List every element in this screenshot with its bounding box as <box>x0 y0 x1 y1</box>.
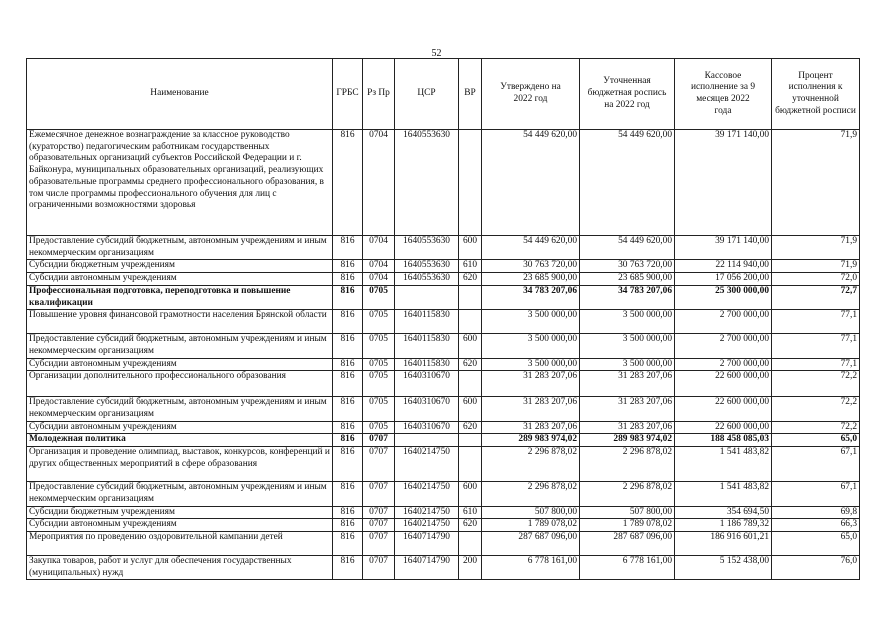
table-row <box>27 334 860 358</box>
row-percent-cell: 65,0 <box>772 434 860 447</box>
row-grbs-cell: 816 <box>333 358 363 371</box>
row-name-cell: Предоставление субсидий бюджетным, автономным учреждениям и иным некоммерческим организациям <box>27 397 333 421</box>
row-csr-cell: 1640115830 <box>395 310 459 334</box>
row-csr-cell: 1640310670 <box>395 371 459 397</box>
row-name-cell: Субсидии бюджетным учреждениям <box>27 260 333 273</box>
row-name-cell: Предоставление субсидий бюджетным, автономным учреждениям и иным некоммерческим организациям <box>27 482 333 506</box>
row-name-cell: Субсидии автономным учреждениям <box>27 519 333 532</box>
row-name-cell: Субсидии бюджетным учреждениям <box>27 506 333 519</box>
row-grbs-cell: 816 <box>333 555 363 579</box>
row-approved-cell: 34 783 207,06 <box>482 285 580 309</box>
row-grbs-cell: 816 <box>333 506 363 519</box>
table-row <box>27 397 860 421</box>
row-revised-cell: 2 296 878,02 <box>580 447 675 482</box>
row-executed-cell: 22 114 940,00 <box>675 260 772 273</box>
row-rzpr-cell: 0705 <box>363 310 395 334</box>
row-grbs-cell: 816 <box>333 434 363 447</box>
row-vr-cell <box>459 531 482 555</box>
row-revised-cell: 54 449 620,00 <box>580 236 675 260</box>
table-row <box>27 371 860 397</box>
table-row <box>27 310 860 334</box>
header-name: Наименование <box>27 59 333 130</box>
row-executed-cell: 186 916 601,21 <box>675 531 772 555</box>
row-executed-cell: 22 600 000,00 <box>675 371 772 397</box>
table-row <box>27 519 860 532</box>
row-executed-cell: 2 700 000,00 <box>675 334 772 358</box>
header-vr: ВР <box>459 59 482 130</box>
row-name-cell: Субсидии автономным учреждениям <box>27 273 333 286</box>
row-csr-cell: 1640553630 <box>395 130 459 236</box>
table-row <box>27 273 860 286</box>
row-executed-cell: 2 700 000,00 <box>675 358 772 371</box>
row-vr-cell <box>459 310 482 334</box>
row-approved-cell: 30 763 720,00 <box>482 260 580 273</box>
row-percent-cell: 66,3 <box>772 519 860 532</box>
row-rzpr-cell: 0705 <box>363 421 395 434</box>
table-row <box>27 482 860 506</box>
row-vr-cell <box>459 285 482 309</box>
row-approved-cell: 54 449 620,00 <box>482 236 580 260</box>
row-executed-cell: 1 186 789,32 <box>675 519 772 532</box>
row-grbs-cell: 816 <box>333 260 363 273</box>
row-vr-cell: 620 <box>459 519 482 532</box>
row-rzpr-cell: 0704 <box>363 260 395 273</box>
row-approved-cell: 2 296 878,02 <box>482 482 580 506</box>
row-rzpr-cell: 0705 <box>363 371 395 397</box>
row-percent-cell: 72,2 <box>772 421 860 434</box>
row-executed-cell: 354 694,50 <box>675 506 772 519</box>
row-revised-cell: 30 763 720,00 <box>580 260 675 273</box>
row-rzpr-cell: 0704 <box>363 236 395 260</box>
row-revised-cell: 31 283 207,06 <box>580 397 675 421</box>
row-csr-cell: 1640553630 <box>395 260 459 273</box>
row-vr-cell: 200 <box>459 555 482 579</box>
row-name-cell: Профессиональная подготовка, переподготовка и повышение квалификации <box>27 285 333 309</box>
table-row <box>27 130 860 236</box>
row-revised-cell: 507 800,00 <box>580 506 675 519</box>
row-csr-cell: 1640214750 <box>395 447 459 482</box>
row-approved-cell: 287 687 096,00 <box>482 531 580 555</box>
row-name-cell: Повышение уровня финансовой грамотности населения Брянской области <box>27 310 333 334</box>
row-executed-cell: 188 458 085,03 <box>675 434 772 447</box>
row-percent-cell: 72,7 <box>772 285 860 309</box>
row-rzpr-cell: 0707 <box>363 531 395 555</box>
row-grbs-cell: 816 <box>333 531 363 555</box>
row-revised-cell: 3 500 000,00 <box>580 334 675 358</box>
row-name-cell: Закупка товаров, работ и услуг для обеспечения государственных (муниципальных) нужд <box>27 555 333 579</box>
row-name-cell: Предоставление субсидий бюджетным, автономным учреждениям и иным некоммерческим организациям <box>27 334 333 358</box>
row-revised-cell: 31 283 207,06 <box>580 371 675 397</box>
row-grbs-cell: 816 <box>333 519 363 532</box>
row-approved-cell: 54 449 620,00 <box>482 130 580 236</box>
header-csr: ЦСР <box>395 59 459 130</box>
table-row <box>27 506 860 519</box>
row-revised-cell: 34 783 207,06 <box>580 285 675 309</box>
row-percent-cell: 67,1 <box>772 447 860 482</box>
row-revised-cell: 3 500 000,00 <box>580 310 675 334</box>
table-row <box>27 434 860 447</box>
row-approved-cell: 3 500 000,00 <box>482 358 580 371</box>
row-percent-cell: 69,8 <box>772 506 860 519</box>
row-vr-cell: 610 <box>459 260 482 273</box>
row-revised-cell: 31 283 207,06 <box>580 421 675 434</box>
table-row <box>27 236 860 260</box>
row-percent-cell: 71,9 <box>772 130 860 236</box>
header-rzpr: Рз Пр <box>363 59 395 130</box>
row-vr-cell <box>459 434 482 447</box>
row-csr-cell: 1640214750 <box>395 482 459 506</box>
row-approved-cell: 3 500 000,00 <box>482 310 580 334</box>
row-percent-cell: 76,0 <box>772 555 860 579</box>
row-csr-cell: 1640714790 <box>395 555 459 579</box>
row-vr-cell: 620 <box>459 421 482 434</box>
row-grbs-cell: 816 <box>333 421 363 434</box>
row-percent-cell: 77,1 <box>772 310 860 334</box>
row-approved-cell: 31 283 207,06 <box>482 397 580 421</box>
row-vr-cell <box>459 130 482 236</box>
row-approved-cell: 3 500 000,00 <box>482 334 580 358</box>
row-vr-cell: 610 <box>459 506 482 519</box>
table-row <box>27 555 860 579</box>
row-vr-cell: 600 <box>459 482 482 506</box>
row-revised-cell: 287 687 096,00 <box>580 531 675 555</box>
row-grbs-cell: 816 <box>333 273 363 286</box>
row-percent-cell: 65,0 <box>772 531 860 555</box>
table-row <box>27 260 860 273</box>
row-grbs-cell: 816 <box>333 130 363 236</box>
row-rzpr-cell: 0707 <box>363 519 395 532</box>
row-grbs-cell: 816 <box>333 482 363 506</box>
row-vr-cell: 600 <box>459 334 482 358</box>
row-csr-cell: 1640310670 <box>395 397 459 421</box>
page-number: 52 <box>431 48 442 59</box>
row-approved-cell: 31 283 207,06 <box>482 371 580 397</box>
row-percent-cell: 72,2 <box>772 371 860 397</box>
row-executed-cell: 22 600 000,00 <box>675 397 772 421</box>
row-executed-cell: 1 541 483,82 <box>675 482 772 506</box>
row-csr-cell <box>395 285 459 309</box>
row-csr-cell <box>395 434 459 447</box>
row-percent-cell: 72,2 <box>772 397 860 421</box>
row-approved-cell: 6 778 161,00 <box>482 555 580 579</box>
table-row <box>27 447 860 482</box>
row-name-cell: Мероприятия по проведению оздоровительной кампании детей <box>27 531 333 555</box>
row-rzpr-cell: 0704 <box>363 130 395 236</box>
row-name-cell: Ежемесячное денежное вознаграждение за классное руководство (кураторство) педагогическим работникам государственных образовательных организаций субъектов Российской Федерации и г. Байконура, муниципальных образовательных организаций, реализующих образовательные программы среднего профессионального образования, в том числе программы профессионального обучения для лиц с ограниченными возможностями здоровья <box>27 130 333 236</box>
row-vr-cell: 600 <box>459 236 482 260</box>
row-grbs-cell: 816 <box>333 334 363 358</box>
row-name-cell: Организация и проведение олимпиад, выставок, конкурсов, конференций и других общественных мероприятий в сфере образования <box>27 447 333 482</box>
row-approved-cell: 289 983 974,02 <box>482 434 580 447</box>
header-executed: Кассовое исполнение за 9 месяцев 2022 года <box>675 59 772 130</box>
row-name-cell: Организации дополнительного профессионального образования <box>27 371 333 397</box>
row-csr-cell: 1640310670 <box>395 421 459 434</box>
row-csr-cell: 1640115830 <box>395 334 459 358</box>
row-revised-cell: 3 500 000,00 <box>580 358 675 371</box>
row-rzpr-cell: 0707 <box>363 506 395 519</box>
row-name-cell: Предоставление субсидий бюджетным, автономным учреждениям и иным некоммерческим организациям <box>27 236 333 260</box>
row-vr-cell: 620 <box>459 273 482 286</box>
table-row <box>27 358 860 371</box>
row-name-cell: Субсидии автономным учреждениям <box>27 421 333 434</box>
row-executed-cell: 2 700 000,00 <box>675 310 772 334</box>
row-grbs-cell: 816 <box>333 447 363 482</box>
row-rzpr-cell: 0705 <box>363 285 395 309</box>
row-executed-cell: 39 171 140,00 <box>675 130 772 236</box>
row-rzpr-cell: 0707 <box>363 555 395 579</box>
row-grbs-cell: 816 <box>333 236 363 260</box>
row-percent-cell: 72,0 <box>772 273 860 286</box>
row-percent-cell: 77,1 <box>772 358 860 371</box>
row-vr-cell: 620 <box>459 358 482 371</box>
row-revised-cell: 289 983 974,02 <box>580 434 675 447</box>
header-grbs: ГРБС <box>333 59 363 130</box>
row-executed-cell: 17 056 200,00 <box>675 273 772 286</box>
row-grbs-cell: 816 <box>333 310 363 334</box>
row-grbs-cell: 816 <box>333 371 363 397</box>
row-rzpr-cell: 0705 <box>363 397 395 421</box>
row-rzpr-cell: 0707 <box>363 482 395 506</box>
row-approved-cell: 507 800,00 <box>482 506 580 519</box>
table-row <box>27 285 860 309</box>
row-revised-cell: 1 789 078,02 <box>580 519 675 532</box>
row-csr-cell: 1640714790 <box>395 531 459 555</box>
table-row <box>27 531 860 555</box>
row-grbs-cell: 816 <box>333 285 363 309</box>
header-percent: Процент исполнения к уточненной бюджетной росписи <box>772 59 860 130</box>
row-rzpr-cell: 0707 <box>363 447 395 482</box>
row-rzpr-cell: 0705 <box>363 334 395 358</box>
row-approved-cell: 2 296 878,02 <box>482 447 580 482</box>
row-approved-cell: 31 283 207,06 <box>482 421 580 434</box>
row-revised-cell: 6 778 161,00 <box>580 555 675 579</box>
row-csr-cell: 1640553630 <box>395 236 459 260</box>
row-vr-cell <box>459 447 482 482</box>
row-grbs-cell: 816 <box>333 397 363 421</box>
row-csr-cell: 1640115830 <box>395 358 459 371</box>
row-revised-cell: 23 685 900,00 <box>580 273 675 286</box>
row-rzpr-cell: 0705 <box>363 358 395 371</box>
header-approved: Утверждено на 2022 год <box>482 59 580 130</box>
row-percent-cell: 77,1 <box>772 334 860 358</box>
row-executed-cell: 39 171 140,00 <box>675 236 772 260</box>
row-csr-cell: 1640214750 <box>395 506 459 519</box>
table-header-row <box>27 59 860 130</box>
row-approved-cell: 1 789 078,02 <box>482 519 580 532</box>
row-executed-cell: 25 300 000,00 <box>675 285 772 309</box>
row-approved-cell: 23 685 900,00 <box>482 273 580 286</box>
row-percent-cell: 71,9 <box>772 260 860 273</box>
row-name-cell: Молодежная политика <box>27 434 333 447</box>
row-rzpr-cell: 0704 <box>363 273 395 286</box>
row-name-cell: Субсидии автономным учреждениям <box>27 358 333 371</box>
row-executed-cell: 5 152 438,00 <box>675 555 772 579</box>
row-executed-cell: 22 600 000,00 <box>675 421 772 434</box>
row-vr-cell <box>459 371 482 397</box>
row-percent-cell: 67,1 <box>772 482 860 506</box>
row-csr-cell: 1640214750 <box>395 519 459 532</box>
header-revised: Уточненная бюджетная роспись на 2022 год <box>580 59 675 130</box>
row-rzpr-cell: 0707 <box>363 434 395 447</box>
row-revised-cell: 2 296 878,02 <box>580 482 675 506</box>
row-percent-cell: 71,9 <box>772 236 860 260</box>
budget-table <box>26 58 860 580</box>
row-executed-cell: 1 541 483,82 <box>675 447 772 482</box>
row-revised-cell: 54 449 620,00 <box>580 130 675 236</box>
row-vr-cell: 600 <box>459 397 482 421</box>
row-csr-cell: 1640553630 <box>395 273 459 286</box>
table-row <box>27 421 860 434</box>
